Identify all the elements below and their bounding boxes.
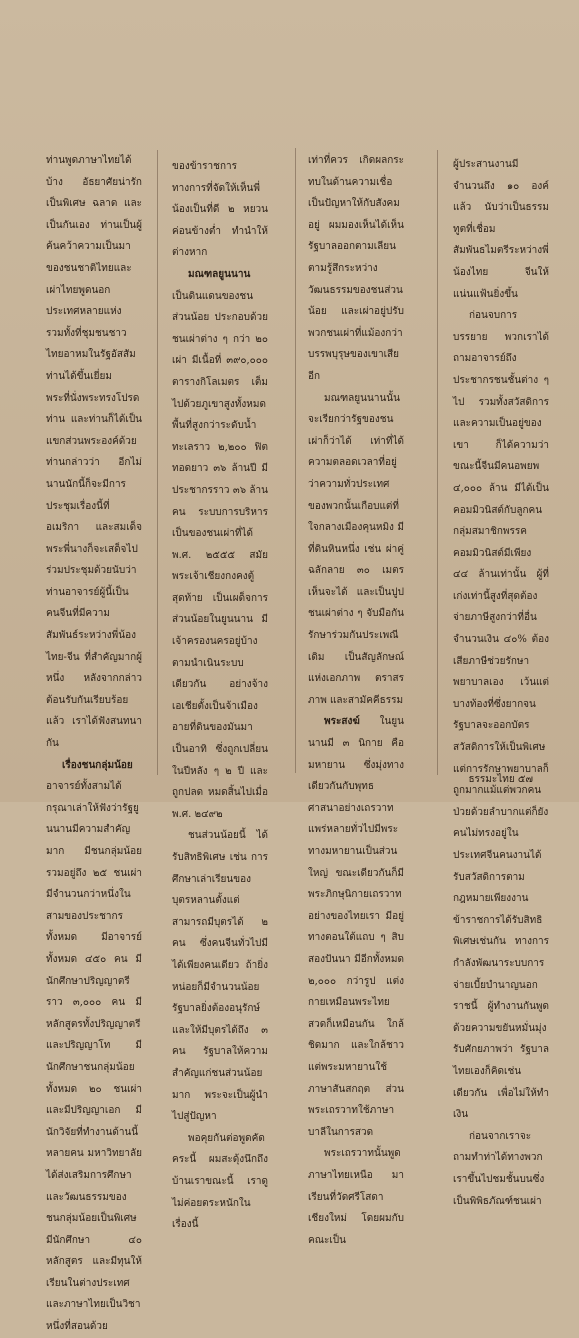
paragraph-text: ของข้าราชการทางการที่จัดให้เห็นพี่น้องเป็นที่ดี ๒ หยวนค่อนข้างต่ำ ทำนำให้ต่างหาก [172, 161, 268, 259]
paragraph-text: ก่อนจบการบรรยาย พวกเราได้ถามอาจารย์ถึงประชากรชนชั้นต่าง ๆ ไป รวมทั้งสวัสดิการและความเป็นอยู่ของเขา ก็ได้ความว่า ขณะนี้จีนมีคนอพยพ ๔,๐๐๐ ล้าน มีได้เป็นคอมมิวนิสต์กับลูกคนกลุ่มสมาชิกพรรคคอมมิวนิสต์มีเพียง ๔๔ ล้านเท่านั้น ผู้ที่เก่งเท่านี้สูงที่สุดต้องจ่ายภาษีสูงกว่าที่อื่นจำนวนเงิน ๔๐% ต้องเสียภาษีช่วยรักษาพยาบาลเอง เว้นแต่บางท้องที่ซึ่งยากจน รัฐบาลจะออกบัตรสวัสดิการให้เป็นพิเศษแต่การรักษาพยาบาลก็ถูกมากแม้แต่พวกคนป่วยด้วยลำบากแต่ก็ยังคนไม่ทรงอยู่ในประเทศจีนคนงานได้รับสวัสดิการตามกฎหมายเพียงงาน ข้าราชการได้รับสิทธิพิเศษเช่นกัน ทางการกำลังพัฒนาระบบการจ่ายเบี้ยบำนาญนอกราชนี้ ผู้ทำงานกันพูดด้วยความขยันหมั่นมุ่งรับศักยภาพว่า รัฐบาลไทยเองก็คิดเช่นเดียวกัน เพื่อไม่ให้ทำเงิน [453, 310, 549, 1121]
paragraph-text: อาจารย์ทั้งสามได้กรุณาเล่าให้ฟังว่ารัฐยูนนานมีความสำคัญมาก มีชนกลุ่มน้อยรวมอยู่ถึง ๒๕ ชนเผ่า มีจำนวนกว่าหนึ่งในสามของประชากรทั้งหมด มีอาจารย์ทั้งหมด ๔๕๐ คน มีนักศึกษาปริญญาตรีราว ๓,๐๐๐ คน มีหลักสูตรทั้งปริญญาตรีและปริญญาโท มีนักศึกษาชนกลุ่มน้อยทั้งหมด ๒๐ ชนเผ่า และมีปริญญาเอก มีนักวิจัยที่ทำงานด้านนี้หลายคน มหาวิทยาลัยได้ส่งเสริมการศึกษาและวัฒนธรรมของชนกลุ่มน้อยเป็นพิเศษ มีนักศึกษา ๔๐ หลักสูตร และมีทุนให้เรียนในต่างประเทศ และภาษาไทยเป็นวิชาหนึ่งที่สอนด้วย [46, 781, 142, 1333]
paragraph-text: ชนส่วนน้อยนี้ ได้รับสิทธิพิเศษ เช่น การศึกษาเล่าเรียนของบุตรหลานตั้งแต่ สามารถมีบุตรได้ ๒ คน ซึ่งคนจีนทั่วไปมีได้เพียงคนเดียว ถ้ายิ่งหน่อยก็มีจำนวนน้อย รัฐบาลยิ่งต้องอนุรักษ์และให้มีบุตรได้ถึง ๓ คน รัฐบาลให้ความสำคัญแก่ชนส่วนน้อยมาก พระจะเป็นผู้นำไปสู่ปัญหา [172, 830, 268, 1123]
paragraph-text: พอคุยกันต่อพูดคัดคระนี้ ผมสะดุ้งนึกถึงบ้านเราขณะนี้ เราดูไม่ค่อยตระหนักในเรื่องนี้ [172, 1132, 268, 1231]
column-divider [157, 150, 158, 775]
section-heading: เรื่องชนกลุ่มน้อย [62, 759, 133, 771]
paragraph [308, 388, 404, 712]
column-divider [295, 148, 296, 773]
paragraph-text: ผู้ประสานงานมีจำนวนถึง ๑๐ องค์แล้ว นับว่าเป็นธรรมทูตที่เชื่อมสัมพันธไมตรีระหว่างพี่น้องไทย จีนให้แน่นแฟ้นยิ่งขึ้น [453, 159, 549, 300]
paragraph [46, 755, 142, 1338]
paragraph-text: ก่อนจากเราจะถามทำท่าได้ทางพวกเราขึ้นไปชมชั้นบนซึ่งเป็นพิพิธภัณฑ์ชนเผ่า [453, 1130, 545, 1207]
text-column-2 [172, 156, 268, 1231]
text-column-3 [308, 150, 404, 1246]
section-heading: พระสงฆ์ [324, 716, 360, 728]
paragraph [172, 156, 268, 264]
paragraph-text: พระเถรวาทนั้นพูดภาษาไทยเหนือ มาเรียนที่วัดศรีโสดาเชียงใหม่ โดยผมกับคณะเป็น [308, 1148, 404, 1246]
paragraph-text: ในยูนนานมี ๓ นิกาย คือ มหายาน ซึ่งมุ่งทางเดียวกันกับพุทธศาสนาอย่างเถรวาทแพร่หลายทั่วไปมีพระทางมหายานเป็นส่วนใหญ่ ขณะเดียวกันก็มีพระภิกษุนิกายเถรวาทอย่างของไทยเรา มีอยู่ทางตอนใต้แถบ ๆ สิบสองปันนา มีอีกทั้งหมด ๒,๐๐๐ กว่ารูป แต่งกายเหมือนพระไทย สวดก็เหมือนกัน ใกล้ชิดมาก และใกล้ชาวแต่พระมหายานใช้ภาษาสันสกฤต ส่วนพระเถรวาทใช้ภาษาบาลีในการสวด [308, 716, 404, 1138]
paragraph [308, 150, 404, 388]
paragraph-text: ท่านพูดภาษาไทยได้บ้าง อัธยาศัยน่ารักเป็นพิเศษ ฉลาด และเป็นกันเอง ท่านเป็นผู้ค้นคว้าความเป็นมาของชนชาติไทยและเผ่าไทยพูดนอกประเทศหลายแห่ง รวมทั้งที่ชุมชนชาวไทยอาหมในรัฐอัสสัม ท่านได้ขึ้นเยี่ยมพระที่นั่งพระทรงโปรดท่าน และท่านก็ได้เป็นแขกส่วนพระองค์ด้วย ท่านกล่าวว่า อีกไม่นานนักนี้ก็จะมีการประชุมเรื่องนี้ที่อเมริกา และสมเด็จพระพี่นางก็จะเสด็จไปร่วมประชุมด้วยนับว่าท่านอาจารย์ผู้นี้เป็นคนจีนที่มีความสัมพันธ์ระหว่างพี่น้องไทย-จีน ที่สำคัญมากผู้หนึ่ง หลังจากกล่าวต้อนรับกันเรียบร้อยแล้ว เราได้ฟังสนทนากัน [46, 155, 142, 750]
paragraph-text: เท่าที่ควร เกิดผลกระทบในด้านความเชื่อ เป็นปัญหาให้กับสังคมอยู่ ผมมองเห็นได้เห็นรัฐบาลออกตามเลียนตามรู้สึกระหว่างวัฒนธรรมของชนส่วนน้อย และเผ่าอยู่ปรับพวกชนเผ่าที่แม้องกว่าบรรพบุรุษของเขาเสียอีก [308, 155, 404, 382]
paragraph [172, 1128, 268, 1236]
paragraph [308, 1143, 404, 1251]
paragraph [172, 825, 268, 1127]
page-footer: ธรรมะไทย ๕๗ [468, 774, 533, 785]
column-divider [437, 150, 438, 775]
paragraph [453, 305, 549, 1126]
section-heading: มณฑลยูนนาน [188, 268, 251, 280]
paragraph [453, 1126, 549, 1212]
paragraph-text: มณฑลยูนนานนั้น จะเรียกว่ารัฐของชนเผ่าก็ว่าได้ เท่าที่ได้ความตลอดเวลาที่อยู่ว่าความทั่วประเทศของพวกนั้นเกือบแต่ที่ใจกลางเมืองคุนหมิง มีที่ดินหินหนึ่ง เช่น ผ่าคู่ฉลักลาย ๓๐ เมตรเห็นจะได้ และเป็นปูปชนเผ่าต่าง ๆ จับมือกันรักษาร่วมกันประเพณีเดิม เป็นสัญลักษณ์แห่งเอกภาพ ตราสรภาพ และสามัคคีธรรม [308, 392, 404, 706]
paragraph-text: เป็นดินแดนของชนส่วนน้อย ประกอบด้วยชนเผ่าต่าง ๆ กว่า ๒๐ เผ่า มีเนื้อที่ ๓๙๐,๐๐๐ ตารางกิโลเมตร เต็มไปด้วยภูเขาสูงทั้งหมด พื้นที่สูงกว่าระดับน้ำทะเลราว ๒,๒๐๐ ฟิต ทอดยาว ๓๖ ล้านปี มีประชากรราว ๓๖ ล้านคน ระบบการบริหารเป็นของชนเผ่าที่ได้ พ.ศ. ๒๕๕๕ สมัยพระเจ้าเชียงกงคงตู้สุดท้าย เป็นเผด็จการ ส่วนน้อยในยูนนาน มีเจ้าครองนครอยู่บ้างตามนำเนินระบบเดียวกัน อย่างจ้างเอเชียตั้งเป็นจ้าเมืองอายที่ดินของมันมา เป็นอาทิ ซึ่งถูกเปลี่ยนในปีหลัง ๆ ๒ ปี และถูกปลด หมดสิ้นไปเมื่อ พ.ศ. ๒๔๙๒ [172, 290, 268, 820]
text-column-1 [46, 150, 142, 1333]
paragraph [308, 711, 404, 1143]
paragraph [172, 264, 268, 825]
paragraph [46, 150, 142, 755]
paragraph [453, 154, 549, 305]
